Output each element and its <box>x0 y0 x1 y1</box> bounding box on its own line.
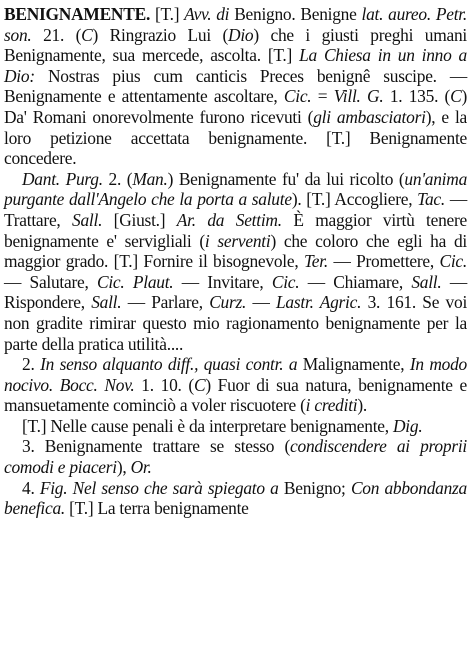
body-text: [T.] Nelle cause penali è da interpretare benignamente, <box>22 415 393 436</box>
italic-text: i crediti <box>305 395 358 416</box>
body-text: ) che coloro che egli ha di maggior grado. [T.] Fornire il bisognevole, <box>4 230 468 272</box>
body-text: [Giust.] <box>102 209 177 230</box>
italic-text: C <box>193 374 206 395</box>
body-text: 2. ( <box>102 168 133 189</box>
italic-text: Or. <box>130 457 152 478</box>
body-text: ), e la loro petizione accettata benignamente. [T.] Benignamente concedere. <box>4 106 468 169</box>
body-text: 2. <box>22 354 41 375</box>
body-text: — Invitare, <box>173 271 272 292</box>
paragraph-sense-4 <box>4 478 467 519</box>
body-text: 1. 10. ( <box>134 374 194 395</box>
body-text: 3. Benignamente trattare se stesso ( <box>22 436 291 457</box>
body-text: ) Ringrazio Lui ( <box>92 24 229 45</box>
italic-text: un'anima purgante dall'Angelo che la porta a salute <box>4 168 468 210</box>
body-text: ) Benignamente fu' da lui ricolto ( <box>167 168 405 189</box>
italic-text: Dig. <box>392 415 423 436</box>
body-text: — Rispondere, <box>4 271 468 313</box>
body-text: Nostras pius cum canticis Preces benignê suscipe. — Benignamente e attentamente ascoltare, <box>4 65 467 107</box>
body-text: [T.] <box>150 4 185 24</box>
body-text: ), <box>116 457 131 478</box>
italic-text: In modo nocivo. Bocc. Nov. <box>4 354 467 395</box>
italic-text: gli ambasciatori <box>313 106 426 127</box>
italic-text: Cic. <box>271 271 300 292</box>
paragraph-sense-2-digest <box>4 416 467 437</box>
body-text: ). [T.] Accogliere, <box>291 189 418 210</box>
body-text: 21. ( <box>31 24 82 45</box>
paragraph-sense-2 <box>4 354 467 416</box>
italic-text: Ar. da Settim. <box>176 209 282 230</box>
italic-text: Dio <box>228 24 254 45</box>
paragraph-sense-3 <box>4 436 467 477</box>
italic-text: lat. aureo. Petr. son. <box>4 4 467 45</box>
body-text: — Chiamare, <box>299 271 412 292</box>
entry-column <box>4 4 467 519</box>
body-text: 1. 135. ( <box>383 86 451 107</box>
italic-text: Man. <box>132 168 168 189</box>
body-text: = <box>311 86 334 107</box>
italic-text: In senso alquanto diff., quasi contr. a <box>40 354 298 375</box>
italic-text: Lastr. Agric. <box>276 292 362 313</box>
body-text: ) Fuor di sua natura, benignamente e mansuetamente cominciò a voler riscuotere ( <box>4 374 468 416</box>
italic-text: Fig. Nel senso che sarà spiegato a <box>39 477 279 498</box>
body-text: — Salutare, <box>4 271 97 292</box>
body-text: — Promettere, <box>327 251 440 272</box>
italic-text: condiscendere ai proprii comodi e piaceri <box>4 436 467 478</box>
body-text: Benigno; <box>278 477 351 498</box>
italic-text: Sall. <box>91 292 122 313</box>
body-text: — Trattare, <box>4 189 467 230</box>
italic-text: Cic. <box>283 86 312 107</box>
body-text: — Parlare, <box>121 292 210 313</box>
italic-text: Ter. <box>303 251 328 272</box>
italic-text: i serventi <box>204 230 271 251</box>
body-text: Benigno. Benigne <box>229 4 362 24</box>
italic-text: Cic. Plaut. <box>96 271 174 292</box>
italic-text: C <box>450 86 462 107</box>
paragraph-entry-benignamente <box>4 4 467 169</box>
body-text: — <box>246 292 277 313</box>
body-text: 3. 161. Se voi non gradite rimirar questo mio ragionamento benignamente per la parte della pratica utilità.... <box>4 292 468 354</box>
body-text: 4. <box>22 477 40 498</box>
body-text: ) che i giusti preghi umani Benignamente, sua mercede, ascolta. [T.] <box>4 24 467 66</box>
italic-text: Tac. <box>417 189 445 210</box>
body-text: Malignamente, <box>297 354 410 375</box>
italic-text: Dant. Purg. <box>22 168 103 189</box>
italic-text: Sall. <box>411 271 442 292</box>
body-text: ). <box>357 395 367 416</box>
body-text: ) Da' Romani onorevolmente furono ricevuti ( <box>4 86 467 127</box>
headword: BENIGNAMENTE. <box>4 4 151 24</box>
italic-text: Vill. G. <box>333 86 384 107</box>
italic-text: Sall. <box>72 209 103 230</box>
body-text: [T.] La terra benignamente <box>65 498 249 519</box>
italic-text: Con abbondanza benefica. <box>4 477 467 519</box>
italic-text: Avv. di <box>184 4 230 24</box>
italic-text: La Chiesa in un inno a Dio: <box>4 45 467 86</box>
italic-text: Curz. <box>209 292 247 313</box>
body-text: È maggior virtù tenere benignamente e' servigliali ( <box>4 209 467 251</box>
italic-text: C <box>81 24 93 45</box>
paragraph-citation-dante <box>4 169 467 354</box>
italic-text: Cic. <box>439 251 467 272</box>
